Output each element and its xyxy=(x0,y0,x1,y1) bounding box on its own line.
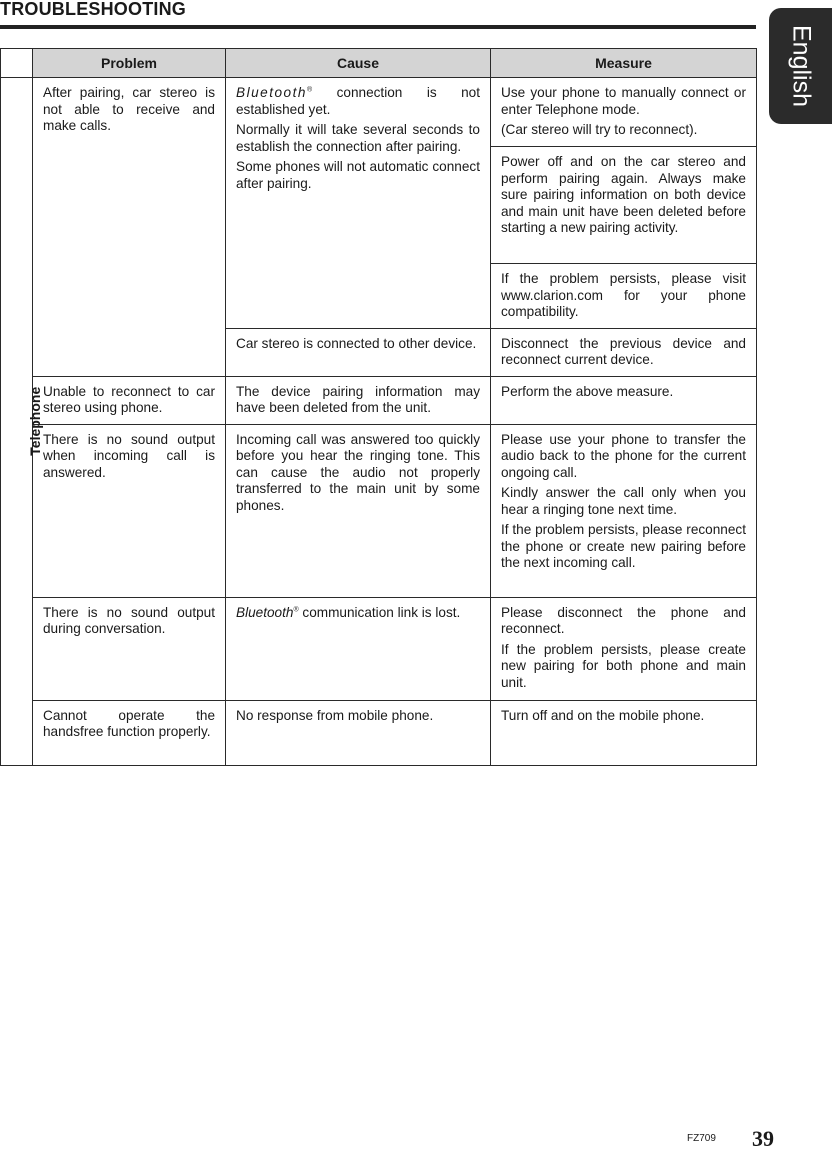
cause-text: Incoming call was answered too quickly before you hear the ringing tone. This can cause the audio not properly transferred to the main unit by some phones. xyxy=(236,431,480,513)
measure-text: Use your phone to manually connect or enter Telephone mode. xyxy=(501,85,746,117)
problem-cell xyxy=(33,597,226,700)
header-cause: Cause xyxy=(226,49,491,78)
measure-text: Power off and on the car stereo and perform pairing again. Always make sure pairing information on both device and main unit have been deleted before starting a new pairing activity. xyxy=(501,154,746,235)
page-number: 39 xyxy=(752,1126,774,1151)
header-problem: Problem xyxy=(33,49,226,78)
cause-cell xyxy=(226,424,491,597)
cause-text: The device pairing information may have been deleted from the unit. xyxy=(236,383,480,415)
table-row xyxy=(1,376,757,424)
problem-text: There is no sound output during conversation. xyxy=(43,604,215,636)
cause-text: Normally it will take several seconds to establish the connection after pairing. xyxy=(236,122,480,154)
problem-text: Unable to reconnect to car stereo using phone. xyxy=(43,383,215,415)
cause-text: Car stereo is connected to other device. xyxy=(236,335,477,351)
measure-cell xyxy=(491,597,757,700)
measure-text: Turn off and on the mobile phone. xyxy=(501,707,705,723)
problem-cell xyxy=(33,424,226,597)
table-row xyxy=(1,597,757,700)
table-row xyxy=(1,78,757,147)
title-rule xyxy=(0,25,756,29)
cause-cell xyxy=(226,78,491,329)
table-row xyxy=(1,424,757,597)
category-cell xyxy=(1,78,44,766)
table-header-row xyxy=(1,49,757,78)
cause-text: Bluetooth® connection is not established yet. xyxy=(236,85,480,117)
header-blank-cell xyxy=(1,49,33,78)
cause-text: Bluetooth xyxy=(236,604,294,620)
measure-text: If the problem persists, please visit www.clarion.com for your phone compatibility. xyxy=(501,271,746,319)
problem-text: There is no sound output when incoming call is answered. xyxy=(43,431,215,480)
cause-cell: Bluetooth® communication link is lost. xyxy=(226,597,491,700)
measure-text: (Car stereo will try to reconnect). xyxy=(501,122,698,137)
measure-text: Kindly answer the call only when you hear a ringing tone next time. xyxy=(501,485,746,517)
measure-text: Please use your phone to transfer the audio back to the phone for the current ongoing call. xyxy=(501,431,746,480)
measure-cell xyxy=(491,424,757,597)
cause-cell xyxy=(226,328,491,376)
cause-text: Some phones will not automatic connect after pairing. xyxy=(236,159,480,191)
table-row xyxy=(1,700,757,765)
measure-cell xyxy=(491,700,757,765)
header-measure: Measure xyxy=(491,49,757,78)
troubleshooting-table xyxy=(0,48,757,766)
measure-text: Disconnect the previous device and reconnect current device. xyxy=(501,335,746,367)
problem-cell xyxy=(33,700,226,765)
page-title: TROUBLESHOOTING xyxy=(0,0,186,19)
problem-cell xyxy=(33,78,226,377)
measure-cell xyxy=(491,264,757,329)
problem-text: After pairing, car stereo is not able to receive and make calls. xyxy=(43,85,215,133)
measure-cell xyxy=(491,147,757,264)
model-number: FZ709 xyxy=(687,1133,716,1144)
cause-cell xyxy=(226,700,491,765)
cause-text: No response from mobile phone. xyxy=(236,707,434,723)
problem-text: Cannot operate the handsfree function properly. xyxy=(43,707,215,739)
measure-text: Please disconnect the phone and reconnect. xyxy=(501,604,746,636)
measure-cell xyxy=(491,376,757,424)
problem-cell xyxy=(33,376,226,424)
language-tab xyxy=(769,8,832,124)
measure-text: If the problem persists, please create new pairing for both phone and main unit. xyxy=(501,641,746,690)
measure-text: Perform the above measure. xyxy=(501,383,674,399)
category-label: Telephone xyxy=(27,386,44,456)
measure-cell xyxy=(491,328,757,376)
measure-cell xyxy=(491,78,757,147)
cause-cell xyxy=(226,376,491,424)
measure-text: If the problem persists, please reconnect the phone or create new pairing before the next incoming call. xyxy=(501,522,746,570)
language-tab-label: English xyxy=(787,25,815,107)
